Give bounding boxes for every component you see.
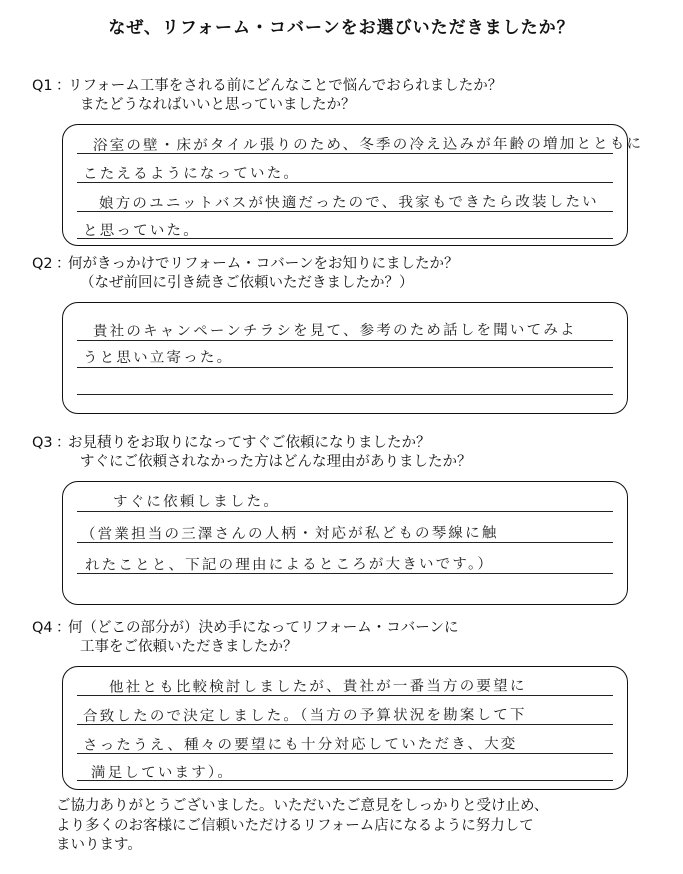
answer-box-1 — [62, 124, 644, 246]
question-text-line1: リフォーム工事をされる前にどんなことで悩んでおられましたか？ — [68, 78, 503, 94]
answer-line: 合致したので決定しました。（当方の予算状況を勘案して下 — [82, 707, 527, 725]
closing-line: より多くのお客様にご信頼いただけるリフォーム店になるように努力して — [56, 817, 534, 834]
answer-line: 他社とも比較検討しましたが、貴社が一番当方の要望に — [108, 678, 527, 696]
question-text-line1: 何がきっかけでリフォーム・コバーンをお知りにましたか？ — [68, 256, 459, 272]
answer-line: 満足しています）。 — [90, 764, 235, 782]
question-text-line2: すぐにご依頼されなかった方はどんな理由がありましたか？ — [80, 454, 472, 470]
question-text-line1: お見積りをお取りになってすぐご依頼になりましたか？ — [68, 435, 431, 451]
page-title: なぜ、リフォーム・コバーンをお選びいただきましたか？ — [108, 18, 575, 38]
question-2: Q2 ：何がきっかけでリフォーム・コバーンをお知りにましたか？ （なぜ前回に引き続きご依頼いただきましたか？） — [32, 256, 459, 291]
question-text-line2: 工事をご依頼いただきましたか？ — [80, 639, 298, 655]
answer-line: うと思い立寄った。 — [82, 349, 234, 367]
question-number: Q1 — [32, 78, 53, 94]
answer-line: と思っていた。 — [82, 222, 200, 240]
question-4: Q4 ：何（どこの部分が）決め手になってリフォーム・コバーンに 工事をご依頼いただきましたか？ — [32, 620, 459, 655]
answer-line: れたことと、下記の理由によるところが大きいです。） — [84, 556, 495, 574]
answer-line: 貴社のキャンペーンチラシを見て、参考のため話しを聞いてみよ — [92, 322, 577, 340]
answer-box-3 — [62, 481, 628, 605]
question-text-line2: またどうなればいいと思っていましたか？ — [80, 97, 356, 113]
question-3: Q3 ：お見積りをお取りになってすぐご依頼になりましたか？ すぐにご依頼されなかった方はどんな理由がありましたか？ — [32, 435, 472, 470]
answer-line: こたえるようになっていた。 — [82, 165, 301, 183]
answer-line: すぐに依頼しました。 — [112, 493, 281, 511]
closing-message — [56, 797, 548, 856]
question-number: Q4 — [32, 620, 53, 636]
question-text-line2: （なぜ前回に引き続きご依頼いただきましたか？） — [80, 275, 414, 291]
question-number: Q3 — [32, 435, 53, 451]
closing-line: ご協力ありがとうございました。いただいたご意見をしっかりと受け止め、 — [56, 798, 549, 814]
question-text-line1: 何（どこの部分が）決め手になってリフォーム・コバーンに — [68, 620, 459, 636]
question-number: Q2 — [32, 256, 53, 272]
answer-box-4 — [62, 666, 628, 790]
answer-line: 浴室の壁・床がタイル張りのため、冬季の冷え込みが年齢の増加とともに — [92, 136, 644, 154]
answer-box-2 — [62, 302, 628, 414]
question-1: Q1 ：リフォーム工事をされる前にどんなことで悩んでおられましたか？ またどうなればいいと思っていましたか？ — [32, 78, 503, 113]
answer-line: （営業担当の三澤さんの人柄・対応が私どもの琴線に触 — [80, 525, 499, 543]
closing-line: まいります。 — [56, 837, 142, 853]
answer-line: さったうえ、種々の要望にも十分対応していただき、大変 — [82, 736, 518, 754]
answer-line: 娘方のユニットバスが快適だったので、我家もできたら改装したい — [98, 194, 599, 212]
